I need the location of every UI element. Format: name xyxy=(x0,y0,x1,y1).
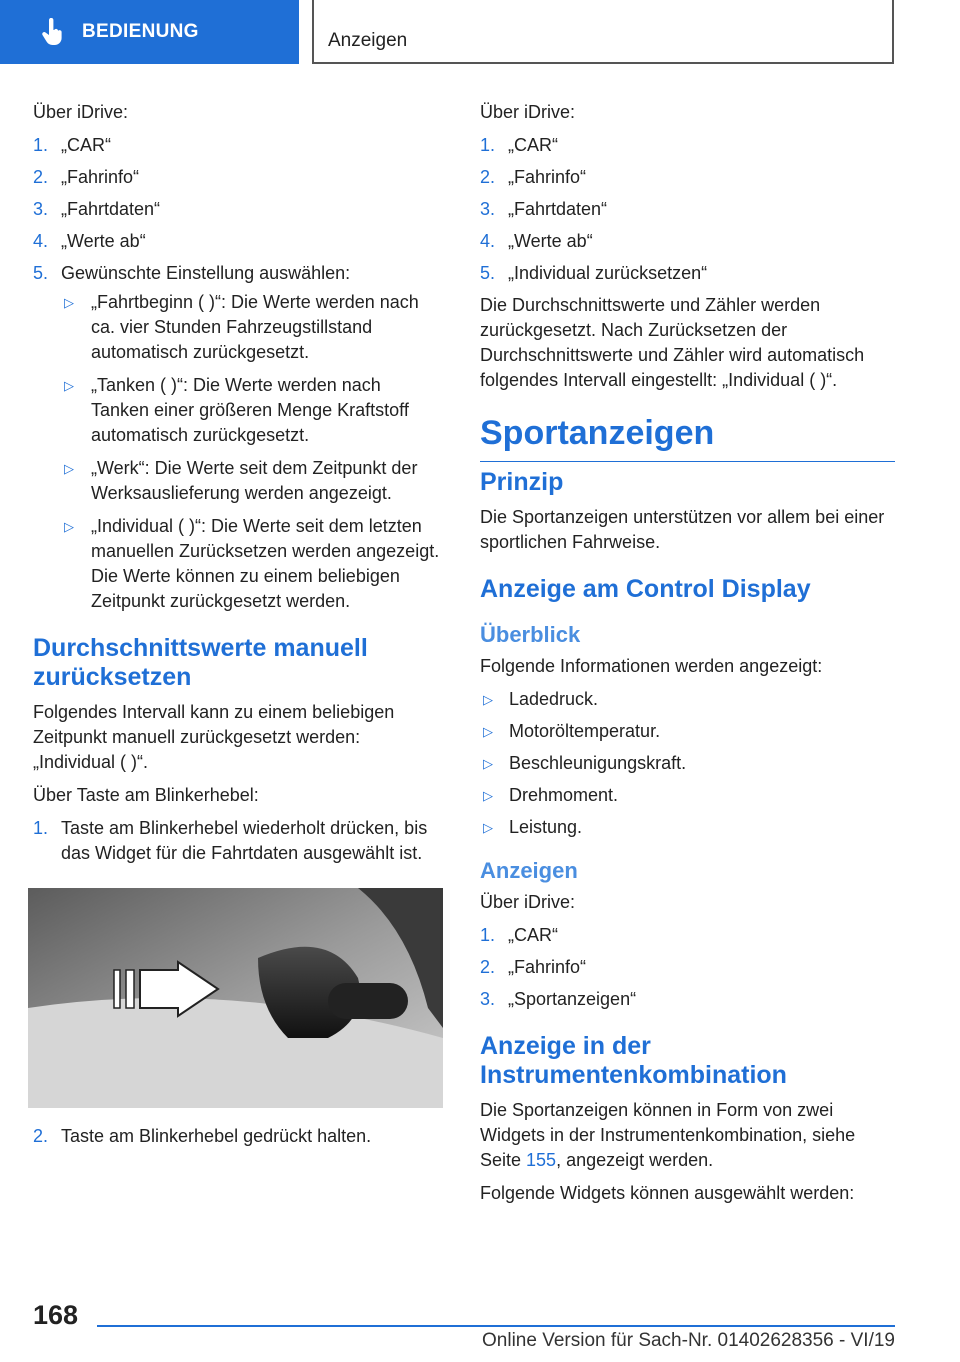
list-item: 5. Gewünschte Einstellung auswählen: ▷ „Fahrtbeginn ( )“: Die Werte werden nach ca. vier Stunden Fahrzeugstillstand automatisch zurückgesetzt. ▷ „Tanken ( )“: Die Werte werden nach Tanken einer größeren Menge Kraftstoff automatisch zurückgesetzt. ▷ „Werk“: Die Werte seit dem Zeitpunkt der Werksauslieferung werden angezeigt. ▷ „Individual ( )“: Die Werte seit dem letzten manuellen Zurücksetzen werden angezeigt. Die Werte können zu einem beliebigen Zeitpunkt zurückgesetzt werden. xyxy=(33,261,443,614)
triangle-bullet-icon: ▷ xyxy=(483,788,493,803)
list-item: ▷ Beschleunigungskraft. xyxy=(480,751,895,776)
ueberblick-intro: Folgende Informationen werden angezeigt: xyxy=(480,656,823,676)
triangle-bullet-icon: ▷ xyxy=(483,820,493,835)
idrive-intro: Über iDrive: xyxy=(33,102,129,122)
triangle-bullet-icon: ▷ xyxy=(64,519,74,534)
section-tab xyxy=(0,0,299,64)
triangle-bullet-icon: ▷ xyxy=(64,461,74,476)
list-item: 3. „Fahrtdaten“ xyxy=(33,199,161,219)
info-list xyxy=(480,687,895,840)
option-list xyxy=(61,290,443,614)
list-item: ▷ „Individual ( )“: Die Werte seit dem letzten manuellen Zurücksetzen werden angezeigt. Die Werte können zu einem beliebigen Zeitpunkt zurückgesetzt werden. xyxy=(64,516,440,611)
triangle-bullet-icon: ▷ xyxy=(483,724,493,739)
list-item: ▷ „Fahrtbeginn ( )“: Die Werte werden nach ca. vier Stunden Fahrzeugstillstand automatisch zurückgesetzt. xyxy=(64,292,419,362)
reset-text: Folgendes Intervall kann zu einem beliebigen Zeitpunkt manuell zurückgesetzt werden: „Individual ( )“. xyxy=(33,702,395,772)
list-item: 2. „Fahrinfo“ xyxy=(480,167,587,187)
step-list xyxy=(33,133,443,614)
heading-anzeigen: Anzeigen xyxy=(480,858,578,883)
step-list xyxy=(480,133,895,286)
hand-pointer-icon xyxy=(38,17,68,47)
list-item: 1. Taste am Blinkerhebel wiederholt drücken, bis das Widget für die Fahrtdaten ausgewählt ist. xyxy=(33,818,428,863)
list-item: 1. „CAR“ xyxy=(480,925,558,945)
heading-reset: Durchschnittswerte manuell zurücksetzen xyxy=(33,634,368,691)
list-item: 2. Taste am Blinkerhebel gedrückt halten. xyxy=(33,1126,372,1146)
anzeigen-step-list xyxy=(480,923,895,1012)
chapter-title: Anzeigen xyxy=(328,30,408,51)
widgets-intro: Folgende Widgets können ausgewählt werden: xyxy=(480,1183,855,1203)
list-item: 4. „Werte ab“ xyxy=(33,231,146,251)
page-link[interactable]: 155 xyxy=(526,1150,557,1170)
footer-online-version: Online Version für Sach-Nr. 01402628356 - VI/19 xyxy=(482,1330,895,1351)
idrive-intro: Über iDrive: xyxy=(480,102,576,122)
triangle-bullet-icon: ▷ xyxy=(483,756,493,771)
list-item: 3. „Sportanzeigen“ xyxy=(480,989,637,1009)
heading-control-display: Anzeige am Control Display xyxy=(480,575,811,603)
button-intro: Über Taste am Blinkerhebel: xyxy=(33,785,259,805)
list-item: 2. „Fahrinfo“ xyxy=(33,167,140,187)
heading-prinzip: Prinzip xyxy=(480,468,564,496)
list-item: 5. „Individual zurücksetzen“ xyxy=(480,263,708,283)
list-item: 3. „Fahrtdaten“ xyxy=(480,199,608,219)
list-item: ▷ „Werk“: Die Werte seit dem Zeitpunkt der Werksauslieferung werden angezeigt. xyxy=(64,458,418,503)
list-item: ▷ Leistung. xyxy=(480,815,895,840)
triangle-bullet-icon: ▷ xyxy=(64,378,74,393)
indicator-stalk-photo xyxy=(28,888,443,1108)
heading-ueberblick: Überblick xyxy=(480,622,581,647)
list-item: ▷ Motoröltemperatur. xyxy=(480,719,895,744)
heading-instrument: Anzeige in der Instrumentenkombination xyxy=(480,1032,787,1089)
section-label: BEDIENUNG xyxy=(82,21,199,42)
prinzip-text: Die Sportanzeigen unterstützen vor allem bei einer sportlichen Fahrweise. xyxy=(480,507,885,552)
list-item: 1. „CAR“ xyxy=(33,135,111,155)
button-step-list-2 xyxy=(33,1124,443,1149)
chapter-title-box xyxy=(312,0,894,64)
list-item: ▷ „Tanken ( )“: Die Werte werden nach Tanken einer größeren Menge Kraftstoff automatisch zurückgesetzt. xyxy=(64,375,409,445)
footer-divider xyxy=(97,1325,895,1327)
page-number: 168 xyxy=(33,1300,79,1330)
list-item: ▷ Drehmoment. xyxy=(480,783,895,808)
list-item: 2. „Fahrinfo“ xyxy=(480,957,587,977)
list-item: 1. „CAR“ xyxy=(480,135,558,155)
button-step-list xyxy=(33,816,443,866)
triangle-bullet-icon: ▷ xyxy=(64,295,74,310)
anzeigen-intro: Über iDrive: xyxy=(480,892,576,912)
triangle-bullet-icon: ▷ xyxy=(483,692,493,707)
list-item: 4. „Werte ab“ xyxy=(480,231,593,251)
left-column xyxy=(33,100,443,1156)
heading-sportanzeigen: Sportanzeigen xyxy=(480,413,895,462)
instrument-text: Die Sportanzeigen können in Form von zwei Widgets in der Instrumentenkombination, siehe Seite 155, angezeigt werden. xyxy=(480,1100,856,1170)
right-column xyxy=(480,100,895,1214)
list-item: ▷ Ladedruck. xyxy=(480,687,895,712)
reset-paragraph: Die Durchschnittswerte und Zähler werden zurückgesetzt. Nach Zurücksetzen der Durchschnittswerte und Zähler wird automatisch folgendes Intervall eingestellt: „Individual ( )“. xyxy=(480,295,865,390)
